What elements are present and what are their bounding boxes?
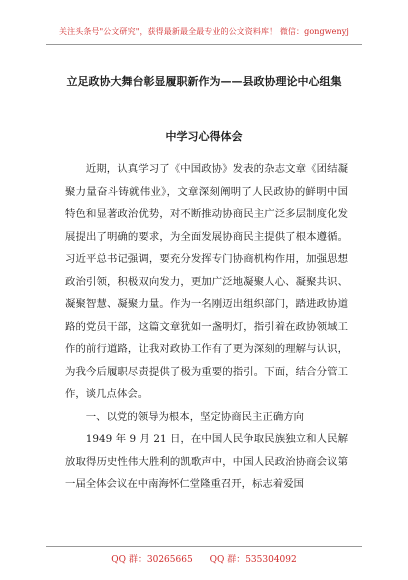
header-divider	[46, 44, 362, 45]
document-title: 立足政协大舞台彰显履职新作为——县政协理论中心组集	[66, 75, 342, 88]
body-paragraph-history: 1949 年 9 月 21 日，在中国人民争取民族独立和人民解放取得历史性伟大胜利的凯歌声中，中国人民政治协商会议第一届全体会议在中南海怀仁堂隆重召开，标志着爱国	[65, 433, 348, 490]
footer	[0, 552, 408, 565]
footer-qq-group-2: QQ 群：535304092	[209, 555, 297, 565]
footer-qq-group-1: QQ 群：30265665	[111, 555, 193, 565]
section-heading-1: 一、以党的领导为根本，坚定协商民主正确方向	[85, 410, 304, 423]
footer-divider	[46, 546, 362, 547]
document-subtitle: 中学习心得体会	[165, 130, 243, 143]
body-paragraph-intro: 近期，认真学习了《中国政协》发表的杂志文章《团结凝聚力量奋斗铸就伟业》，文章深刻阐明了人民政协的鲜明中国特色和显著政治优势，对不断推动协商民主广泛多层制度化发展提出了明确的要求，为全面发展协商民主提供了根本遵循。习近平总书记强调，要充分发挥专门协商机构作用，加强思想政治引领，积极双向发力，更加广泛地凝聚人心、凝聚共识、凝聚智慧、凝聚力量。作为一名刚迈出组织部门，踏进政协道路的党员干部，这篇文章犹如一盏明灯，指引着在政协领域工作的前行道路，让我对政协工作有了更为深刻的理解与认识，为我今后履职尽责提供了极为重要的指引。下面，结合分管工作，谈几点体会。	[65, 163, 348, 400]
document-body	[65, 158, 348, 496]
header-banner: 关注头条号"公文研究"，获得最新最全最专业的公文资料库！ 微信：gongwenyj	[59, 27, 349, 36]
